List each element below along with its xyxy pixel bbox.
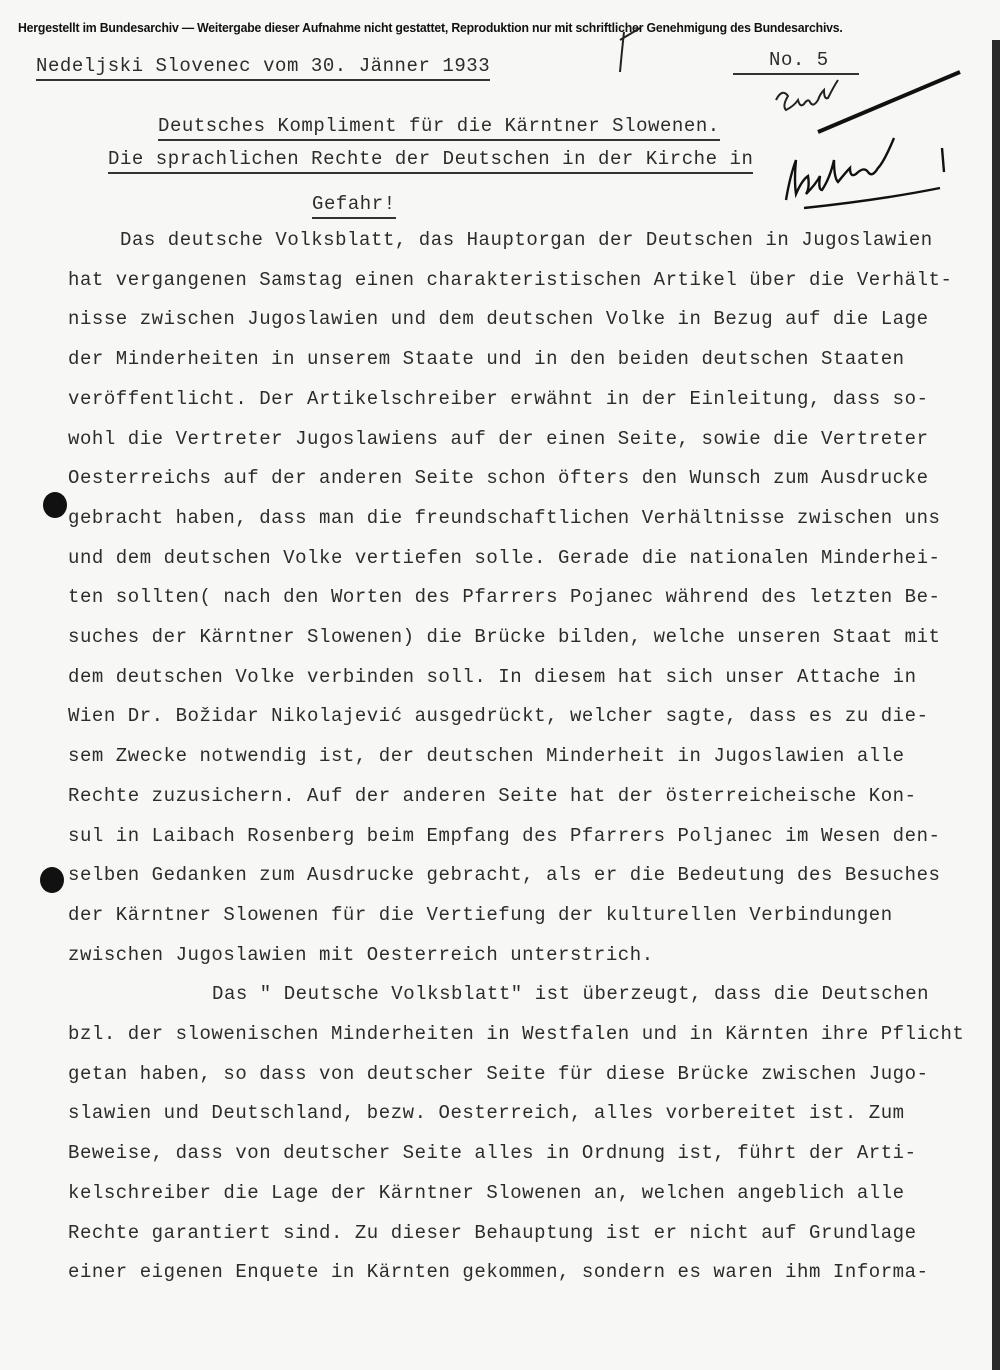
handwritten-tick <box>620 28 640 72</box>
text-line: einer eigenen Enquete in Kärnten gekommen, sondern es waren ihm Informa- <box>68 1261 929 1284</box>
text-line: nisse zwischen Jugoslawien und dem deutschen Volke in Bezug auf die Lage <box>68 308 929 331</box>
text-line: und dem deutschen Volke vertiefen solle. Gerade die nationalen Minderhei- <box>68 546 941 569</box>
punch-hole <box>40 867 64 893</box>
text-line: suches der Kärntner Slowenen) die Brücke bilden, welche unseren Staat mit <box>68 626 941 648</box>
text-line: slawien und Deutschland, bezw. Oesterreich, alles vorbereitet ist. Zum <box>68 1102 905 1125</box>
text-line: Das " Deutsche Volksblatt" ist überzeugt, dass die Deutschen <box>212 983 930 1006</box>
text-line: gebracht haben, dass man die freundschaftlichen Verhältnisse zwischen uns <box>68 506 941 529</box>
text-line: Oesterreichs auf der anderen Seite schon öfters den Wunsch zum Ausdrucke <box>68 467 929 490</box>
handwritten-annotations <box>0 0 1000 260</box>
text-line: zwischen Jugoslawien mit Oesterreich unterstrich. <box>68 943 654 966</box>
text-line: sul in Laibach Rosenberg beim Empfang des Pfarrers Poljanec im Wesen den- <box>68 824 941 847</box>
handwritten-note-bottom <box>786 138 944 208</box>
handwritten-slash <box>818 72 960 132</box>
text-line: getan haben, so dass von deutscher Seite für diese Brücke zwischen Jugo- <box>68 1062 929 1085</box>
text-line: dem deutschen Volke verbinden soll. In diesem hat sich unser Attache in <box>68 665 917 688</box>
document-number: No. 5 <box>733 49 859 75</box>
text-line: Rechte zuzusichern. Auf der anderen Seite hat der österreicheische Kon- <box>68 784 917 807</box>
text-line: veröffentlicht. Der Artikelschreiber erwähnt in der Einleitung, dass so- <box>68 387 929 410</box>
text-line: Das deutsche Volksblatt, das Hauptorgan der Deutschen in Jugoslawien <box>120 229 933 251</box>
text-line: der Minderheiten in unserem Staate und in den beiden deutschen Staaten <box>68 348 905 371</box>
article-subtitle-continued: Gefahr! <box>312 193 396 219</box>
article-title: Deutsches Kompliment für die Kärntner Slowenen. <box>158 115 720 141</box>
text-line: hat vergangenen Samstag einen charakteristischen Artikel über die Verhält- <box>68 268 953 291</box>
source-line: Nedeljski Slovenec vom 30. Jänner 1933 <box>36 55 490 81</box>
text-line: ten sollten( nach den Worten des Pfarrers Pojanec während des letzten Be- <box>68 586 941 609</box>
text-line: Beweise, dass von deutscher Seite alles in Ordnung ist, führt der Arti- <box>68 1142 917 1165</box>
article-subtitle: Die sprachlichen Rechte der Deutschen in der Kirche in <box>108 148 753 174</box>
text-line: Rechte garantiert sind. Zu dieser Behauptung ist er nicht auf Grundlage <box>68 1221 917 1244</box>
text-line: Wien Dr. Božidar Nikolajević ausgedrückt, welcher sagte, dass es zu die- <box>68 705 929 728</box>
handwritten-note-top <box>776 80 838 110</box>
text-line: kelschreiber die Lage der Kärntner Slowenen an, welchen angeblich alle <box>68 1181 905 1204</box>
punch-hole <box>43 492 67 518</box>
text-line: bzl. der slowenischen Minderheiten in Westfalen und in Kärnten ihre Pflicht <box>68 1023 965 1045</box>
archive-notice: Hergestellt im Bundesarchiv — Weitergabe dieser Aufnahme nicht gestattet, Reproduktion nur mit schriftlicher Genehmigung des Bundesarchivs. <box>18 20 843 35</box>
text-line: selben Gedanken zum Ausdrucke gebracht, als er die Bedeutung des Besuches <box>68 864 941 887</box>
text-line: sem Zwecke notwendig ist, der deutschen Minderheit in Jugoslawien alle <box>68 745 905 768</box>
text-line: wohl die Vertreter Jugoslawiens auf der einen Seite, sowie die Vertreter <box>68 427 929 450</box>
text-line: der Kärntner Slowenen für die Vertiefung der kulturellen Verbindungen <box>68 903 893 926</box>
